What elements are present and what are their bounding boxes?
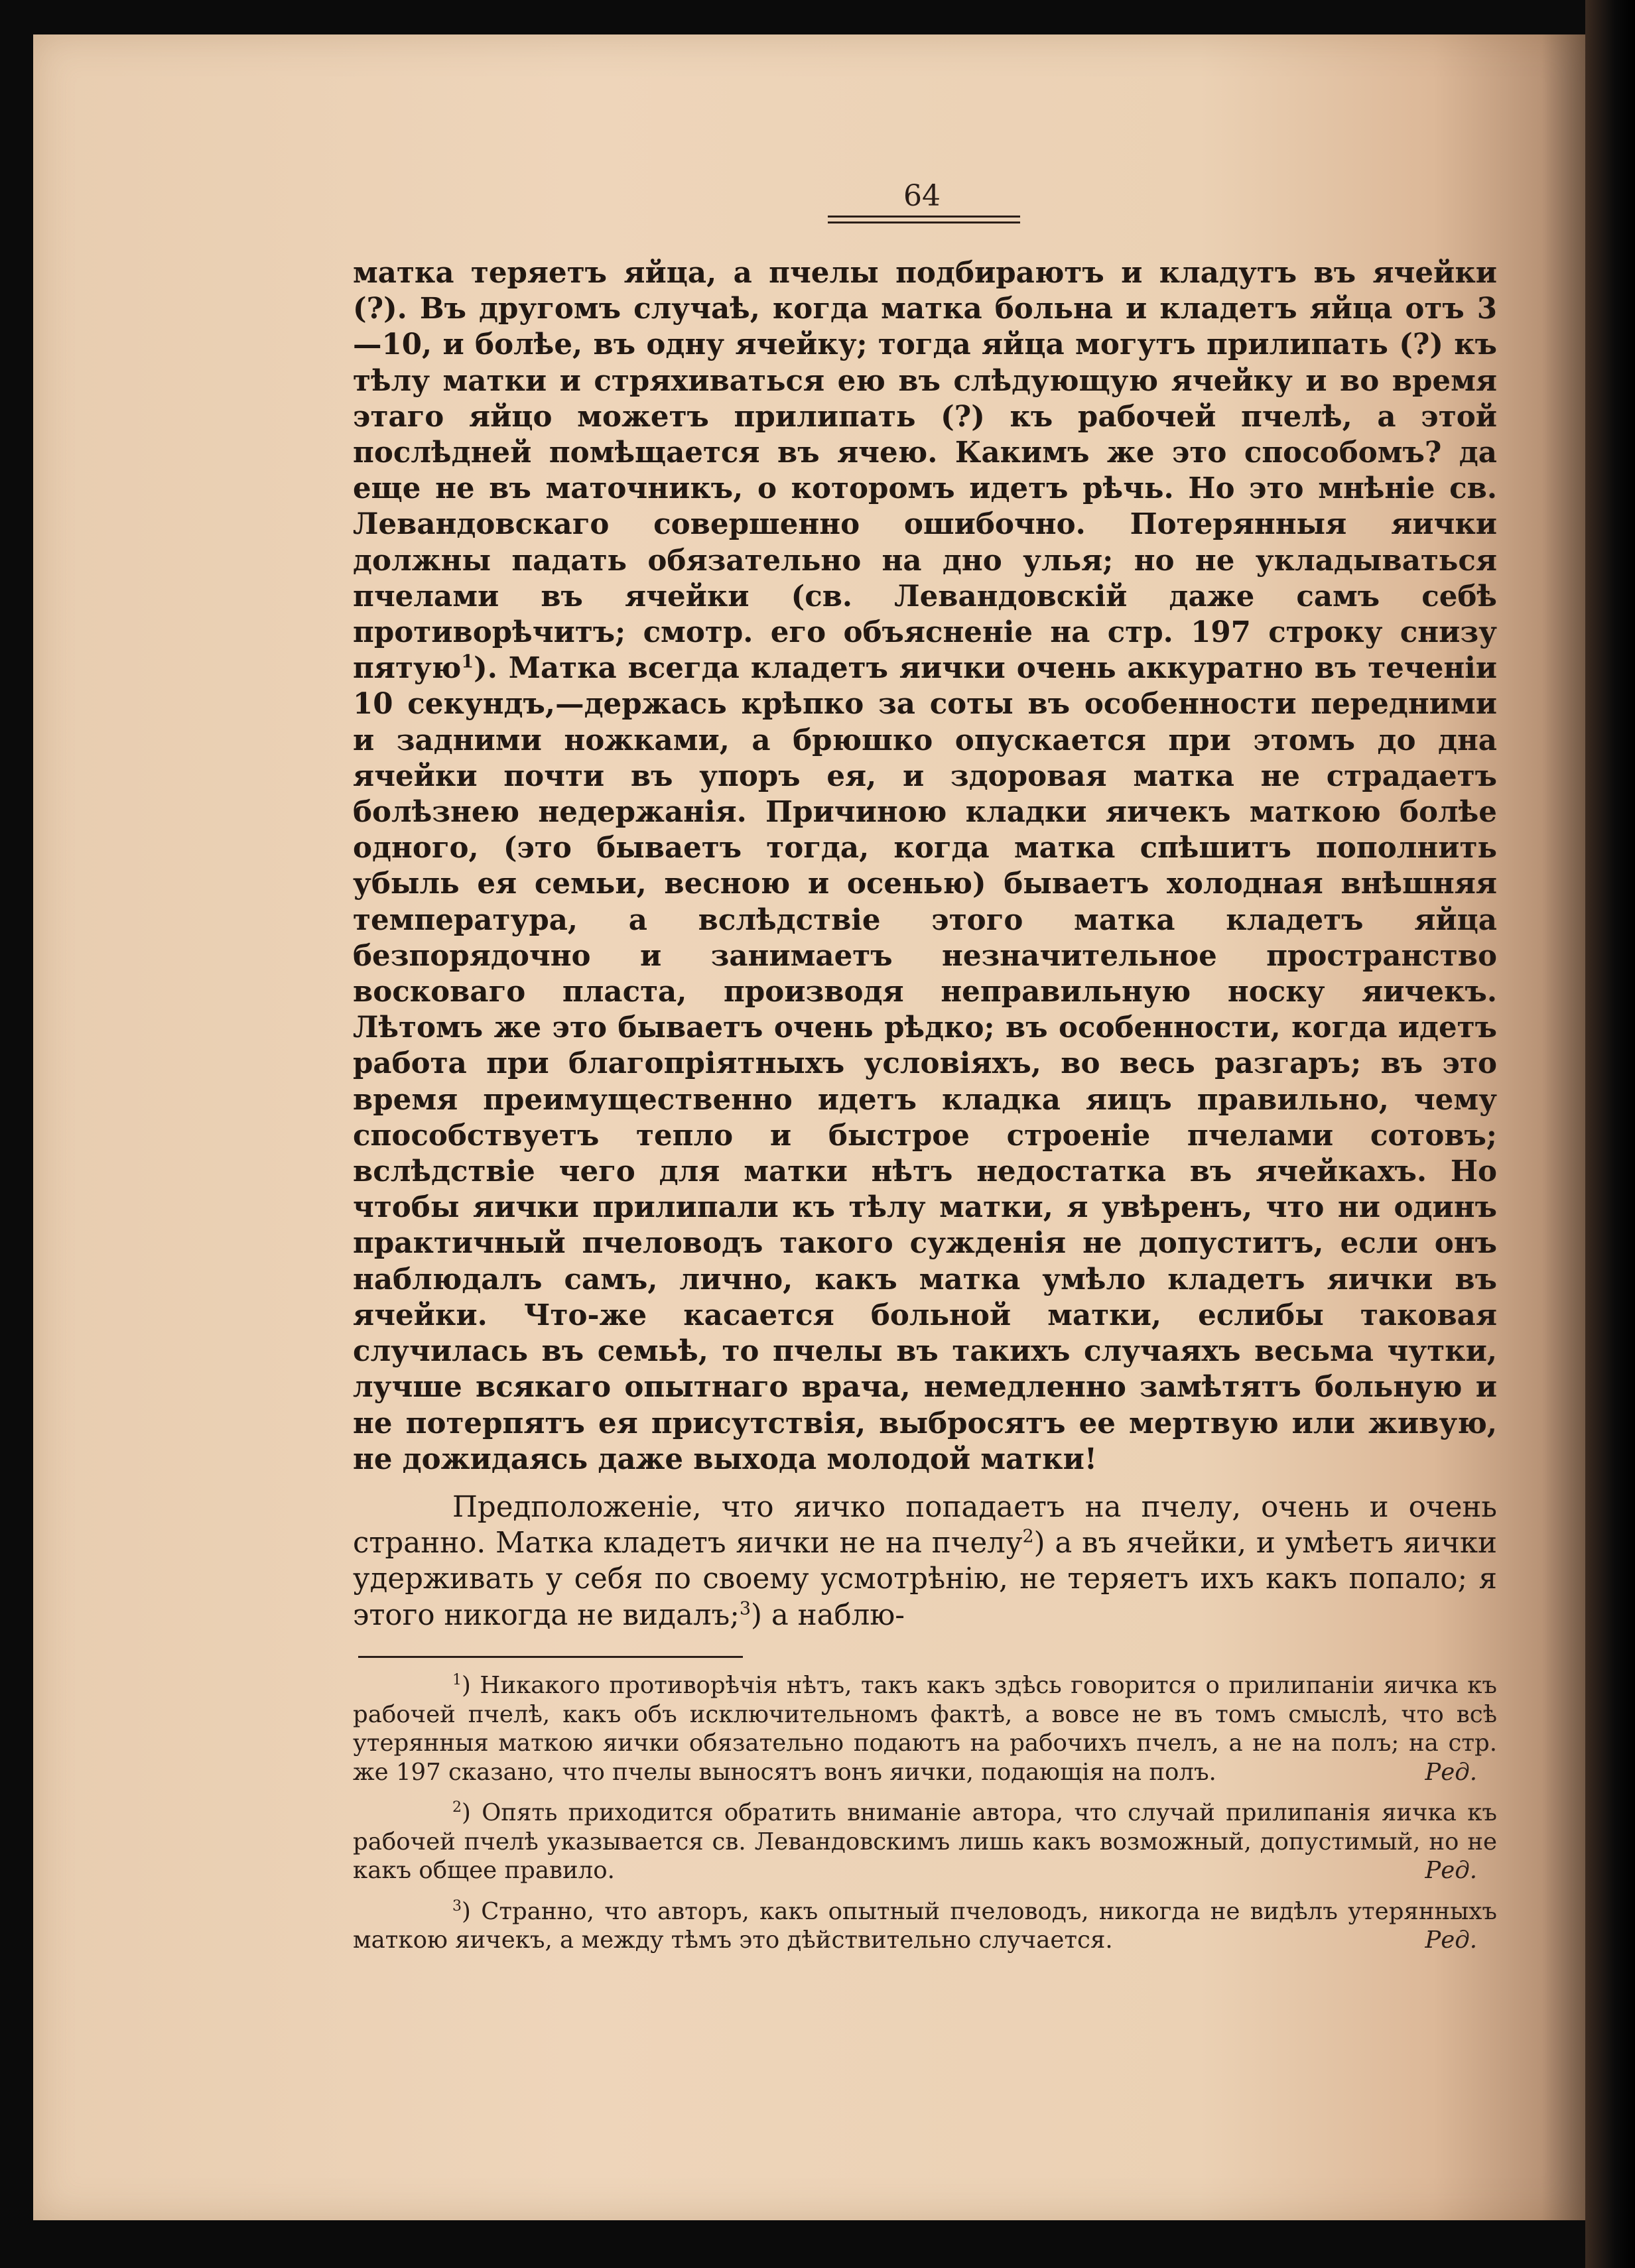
footnote-2-text: ) Опять приходится обратить вниманіе автора, что случай прилипанія яичка къ рабочей пчелѣ указывается св. Левандовскимъ лишь какъ возможный, допустимый, но не какъ общее правило.: [353, 1799, 1497, 1884]
footnote-3-signature: Ред.: [1425, 1926, 1477, 1954]
paragraph-2-text-a: Предположеніе, что яичко попадаетъ на пчелу, очень и очень странно. Матка кладетъ яички не на пчелу: [353, 1490, 1497, 1560]
footnote-3: [353, 1897, 1497, 1955]
footnote-1-signature: Ред.: [1425, 1758, 1477, 1786]
footnote-ref-3: 3: [739, 1598, 752, 1619]
footnote-ref-2: 2: [1022, 1526, 1034, 1547]
footnote-1-text: ) Никакого противорѣчія нѣтъ, такъ какъ здѣсь говорится о прилипаніи яичка къ рабочей пчелѣ, какъ объ исключительномъ фактѣ, а вовсе не въ томъ смыслѣ, что всѣ утерянныя маткою яички обязательно подаютъ на рабочихъ пчелъ, а не на полъ; на стр. же 197 сказано, что пчелы выносятъ вонъ яички, подающія на полъ.: [353, 1672, 1497, 1786]
footnote-2-marker: 2: [452, 1799, 462, 1816]
footnote-3-text: ) Странно, что авторъ, какъ опытный пчеловодъ, никогда не видѣлъ утерянныхъ маткою яичекъ, а между тѣмъ это дѣйствительно случается.: [353, 1897, 1497, 1954]
main-text: [353, 255, 1497, 1633]
paragraph-2-text-b: ) а въ ячейки, и умѣетъ яички удерживать у себя по своему усмотрѣнію, не теряетъ ихъ какъ попало; я этого никогда не видалъ;: [353, 1527, 1498, 1632]
book-spine-shadow: [1585, 0, 1635, 2268]
page-number-double-rule: [828, 216, 1020, 223]
footnote-ref-1: 1: [461, 651, 474, 672]
footnote-2-signature: Ред.: [1425, 1857, 1477, 1884]
footnotes: [353, 1671, 1497, 1967]
paragraph-1-continuation: ). Матка всегда кладетъ яички очень аккуратно въ теченіи 10 секундъ,—держась крѣпко за соты въ особенности передними и задними ножками, а брюшко опускается при этомъ до дна ячейки почти въ упоръ ея, и здоровая матка не страдаетъ болѣзнею недержанія. Причиною кладки яичекъ маткою болѣе одного, (это бываетъ тогда, когда матка спѣшитъ пополнить убыль ея семьи, весною и осенью) бываетъ холодная внѣшняя температура, а вслѣдствіе этого матка кладетъ яйца безпорядочно и занимаетъ незначительное пространство восковаго пласта, производя неправильную носку яичекъ. Лѣтомъ же это бываетъ очень рѣдко; въ особенности, когда идетъ работа при благопріятныхъ условіяхъ, во весь разгаръ; въ это время преимущественно идетъ кладка яицъ правильно, чему способствуетъ тепло и быстрое строеніе пчелами сотовъ; вслѣдствіе чего для матки нѣтъ недостатка въ ячейкахъ. Но чтобы яички прилипали къ тѣлу матки, я увѣренъ, что ни одинъ практичный пчеловодъ такого сужденія не допуститъ, если онъ наблюдалъ самъ, лично, какъ матка умѣло кладетъ яички въ ячейки. Что-же касается больной матки, еслибы таковая случилась въ семьѣ, то пчелы въ такихъ случаяхъ весьма чутки, лучше всякаго опытнаго врача, немедленно замѣтятъ больную и не потерпятъ ея присутствія, выбросятъ ее мертвую или живую, не дожидаясь даже выхода молодой матки!: [353, 651, 1497, 1476]
paragraph-1: [353, 255, 1497, 1478]
page-number: 64: [903, 179, 941, 213]
paragraph-2-text-c: ) а наблю-: [751, 1598, 905, 1632]
footnote-1: [353, 1671, 1497, 1787]
footnote-3-marker: 3: [452, 1897, 462, 1915]
paragraph-2: [353, 1489, 1497, 1633]
footnote-1-marker: 1: [452, 1672, 462, 1689]
footnote-separator: [358, 1656, 743, 1658]
paragraph-1-text: матка теряетъ яйца, а пчелы подбираютъ и кладутъ въ ячейки (?). Въ другомъ случаѣ, когда матка больна и кладетъ яйца отъ 3—10, и болѣе, въ одну ячейку; тогда яйца могутъ прилипать (?) къ тѣлу матки и стряхиваться ею въ слѣдующую ячейку и во время этаго яйцо можетъ прилипать (?) къ рабочей пчелѣ, а этой послѣдней помѣщается въ ячею. Какимъ же это способомъ? да еще не въ маточникъ, о которомъ идетъ рѣчь. Но это мнѣніе св. Левандовскаго совершенно ошибочно. Потерянныя яички должны падать обязательно на дно улья; но не укладываться пчелами въ ячейки (св. Левандовскій даже самъ себѣ противорѣчитъ; смотр. его объясненіе на стр. 197 строку снизу пятую: [353, 256, 1497, 686]
footnote-2: [353, 1798, 1497, 1885]
